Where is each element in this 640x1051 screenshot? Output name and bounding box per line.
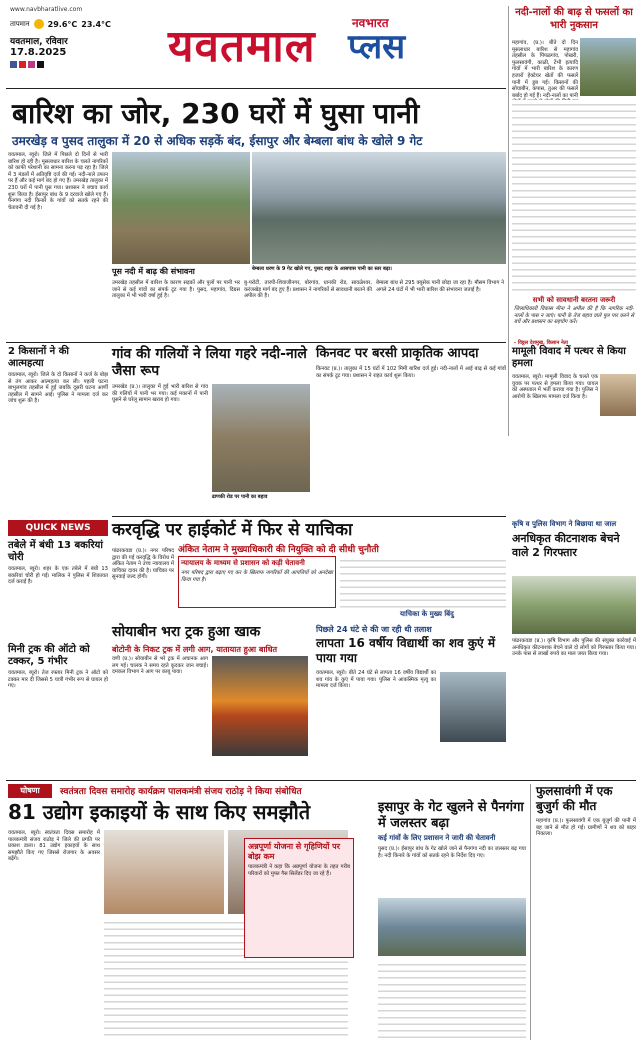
facebook-icon[interactable] xyxy=(10,61,17,68)
lead-photo-caption: पूस नदी में बाढ़ की संभावना xyxy=(112,267,195,276)
twitter-icon[interactable] xyxy=(37,61,44,68)
hc-box xyxy=(178,556,336,608)
goats-theft-headline: तबेले में बंधी 13 बकरियां चोरी xyxy=(8,540,103,563)
lead-headline: बारिश का जोर, 230 घरों में घुसा पानी xyxy=(12,97,420,130)
temp-label: तापमान xyxy=(10,19,30,28)
village-photo xyxy=(212,384,310,492)
social-icons xyxy=(10,61,44,68)
flood-photo xyxy=(112,152,250,264)
lead-body-4: बेम्बला बांध से 295 क्यूसेक पानी छोड़ा जा रहा है। मौसम विभाग ने अगले 24 घंटों में भी भारी बारिश की संभावना जताई है। xyxy=(376,280,504,293)
village-photo-caption: ढाणकी रोड पर पानी का बहाव xyxy=(212,494,268,500)
quote-head: सभी को सावधानी बरतना जरूरी xyxy=(532,296,616,304)
goats-theft-body: यवतमाल, ब्यूरो। शहर के एक तबेले में बंधी 13 बकरियां चोरी हो गईं। मालिक ने पुलिस में शिकायत दर्ज कराई है। xyxy=(8,566,108,586)
truck-fire-subhead: बोटोनी के निकट ट्रक में लगी आग, यातायात हुआ बाधित xyxy=(112,645,278,654)
weather-block xyxy=(10,17,150,31)
pesticide-kicker: कृषि व पुलिस विभाग ने बिछाया था जाल xyxy=(512,520,617,528)
stone-attack-photo xyxy=(600,374,636,416)
masthead-title: यवतमाल xyxy=(168,21,316,72)
lead-body-2: उमरखेड़ तहसील में बारिश के कारण सड़कों और पुलों पर पानी भर जाने से कई गांवों का संपर्क टूट गया है। पुसद, महागांव, दिग्रस तालुका में भी भारी वर्षा हुई है। xyxy=(112,280,240,300)
hc-kicker-2: याचिका के मुख्य बिंदु xyxy=(400,610,454,618)
farm-photo xyxy=(580,38,636,96)
stone-attack-headline: मामूली विवाद में पत्थर से किया हमला xyxy=(512,346,626,369)
student-body: यवतमाल, ब्यूरो। बीते 24 घंटे से लापता 16 वर्षीय विद्यार्थी का शव गांव के कुएं में पाया गया। पुलिस ने आकस्मिक मृत्यु का मामला दर्ज किया। xyxy=(316,670,436,690)
mou-photo-1 xyxy=(104,830,224,914)
isapur-gate-subhead: कई गांवों के लिए प्रशासन ने जारी की चेतावनी xyxy=(378,834,496,842)
pesticide-photo xyxy=(512,576,636,634)
lead-photo-caption-2: बेम्बला धरण के 9 गेट खोले गए, पुसद शहर के आसपास पानी का स्तर बढ़ा। xyxy=(252,266,392,272)
annapurna-box xyxy=(244,838,354,958)
annapurna-headline: अन्नपूर्णा योजना से गृहिणियों पर बोझ कम xyxy=(248,842,340,861)
isapur-gate-headline: इसापुर के गेट खुलने से पैनगंगा में जलस्तर बढ़ा xyxy=(378,800,524,831)
mou-body: यवतमाल, ब्यूरो। स्वतंत्रता दिवस समारोह में पालकमंत्री संजय राठोड़ ने जिले की प्रगति पर प्रकाश डाला। 81 उद्योग इकाइयों के साथ समझौते किए गए जिससे रोजगार के अवसर बढ़ेंगे। xyxy=(8,830,100,863)
brand-top: नवभारत xyxy=(352,16,389,30)
farmer-suicide-headline: 2 किसानों ने की आत्महत्या xyxy=(8,346,69,369)
truck-fire-photo xyxy=(212,656,308,756)
website-url[interactable]: www.navbharatlive.com xyxy=(10,6,83,13)
instagram-icon[interactable] xyxy=(28,61,35,68)
announce-tag: घोषणा xyxy=(8,784,52,798)
quote-body: जिलाधिकारी विकास मीना ने अपील की है कि नागरिक नदी-नालों के पास न जाएं। पानी के तेज बहाव वाले पुल पार करने से बचें और प्रशासन का सहयोग करें। xyxy=(514,306,634,326)
isapur-gate-body: पुसद (प्र.)। ईसापुर बांध के गेट खोले जाने से पैनगंगा नदी का जलस्तर बढ़ गया है। नदी किनारे के गांवों को सतर्क रहने के निर्देश दिए गए। xyxy=(378,846,526,859)
quick-news-label: QUICK NEWS xyxy=(8,520,108,536)
weather-sun-icon xyxy=(34,19,44,29)
stone-attack-body: यवतमाल, ब्यूरो। मामूली विवाद के चलते एक युवक पर पत्थर से हमला किया गया। घायल को अस्पताल में भर्ती कराया गया है। पुलिस ने आरोपी के खिलाफ मामला दर्ज किया है। xyxy=(512,374,598,400)
lead-subhead: उमरखेड़ व पुसद तालुका में 20 से अधिक सड़कें बंद, ईसापुर और बेम्बला बांध के खोले 9 गेट xyxy=(12,134,423,148)
student-headline: लापता 16 वर्षीय विद्यार्थी का शव कुएं में पाया गया xyxy=(316,636,496,665)
isapur-dam-photo xyxy=(378,898,526,956)
farmer-suicide-body: यवतमाल, ब्यूरो। जिले के दो किसानों ने कर्ज के बोझ से तंग आकर आत्महत्या कर ली। पहली घटना बाभुलगांव तहसील में हुई जबकि दूसरी घटना आर्णी तहसील में सामने आई। पुलिस ने मामला दर्ज कर जांच शुरू की है। xyxy=(8,372,108,405)
village-lanes-body: उमरखेड (प्र.)। तालुका में हुई भारी बारिश से गांव की गलियों में पानी भर गया। कई मकानों में पानी घुसने से घरेलू सामान खराब हो गया। xyxy=(112,384,208,404)
lead-body-1: यवतमाल, ब्यूरो। जिले में पिछले दो दिनों से भारी बारिश हो रही है। मूसलाधार बारिश के चलते नागरिकों को काफी परेशानी का सामना करना पड़ रहा है। जिले में 3 मंडलों में अतिवृष्टि दर्ज की गई। नदी-नाले उफान पर हैं और कई मार्ग बंद हो गए हैं। उमरखेड़ तालुका में 230 घरों में पानी घुस गया। प्रशासन ने बचाव कार्य शुरू किया है। ईसापुर बांध के 9 दरवाजे खोले गए हैं। पैनगंगा नदी किनारे के गांवों को सतर्क रहने की चेतावनी दी गई है। xyxy=(8,152,108,211)
brand-bottom: प्लस xyxy=(348,27,406,67)
kinwat-headline: किनवट पर बरसी प्राकृतिक आपदा xyxy=(316,346,479,361)
kinwat-body: किनवट (प्र.)। तालुका में 15 घंटों में 102 मिमी बारिश दर्ज हुई। नदी-नालों में आई बाढ़ से कई गांवों का संपर्क टूट गया। प्रशासन ने राहत कार्य शुरू किया। xyxy=(316,366,506,379)
annapurna-body: पालकमंत्री ने कहा कि अन्नपूर्णा योजना के तहत गरीब परिवारों को मुफ्त गैस सिलेंडर दिए जा रहे हैं। xyxy=(248,864,350,877)
pesticide-headline: अनधिकृत कीटनाशक बेचने वाले 2 गिरफ्तार xyxy=(512,532,620,559)
lead-body-3: बु-परोटी, तारपी-शिवाजीनगर, बोरगांव, धानकी रोड, सावळेश्वर, करंजखेड़ मार्ग बंद हुए हैं। प्रशासन ने नागरिकों से सावधानी बरतने की अपील की है। xyxy=(244,280,372,300)
quote-author: - विठ्ठल देशमुख, किसान नेता xyxy=(514,340,568,346)
dam-photo xyxy=(252,152,506,264)
hc-body: पांढरकवडा (प्र.)। नगर परिषद द्वारा की गई करवृद्धि के विरोध में अंकित नेताम ने उच्च न्यायालय में याचिका दायर की है। याचिका पर सुनवाई जल्द होगी। xyxy=(112,548,174,581)
truck-fire-body: वणी (प्र.)। सोयाबीन से भरे ट्रक में अचानक आग लग गई। चालक ने समय रहते कूदकर जान बचाई। दमकल विभाग ने आग पर काबू पाया। xyxy=(112,656,208,676)
edition-date: 17.8.2025 xyxy=(10,47,67,58)
side-top-body: महागांव, (प्र.)। बीते दो दिन मूसलाधार बारिश से महागांव तहसील के पिंपळगांव, पोखरी, फुलसावंगी, काळी, टेंभी इत्यादि गांवों में भारी बारिश के कारण हजारों हेक्टेयर खेतों की फसलें पानी में डूब गईं। किसानों की सोयाबीन, कपास, तुअर की फसलें बर्बाद हो गई हैं। नदी-नालों का पानी xyxy=(512,40,578,99)
temp-min: 23.4°C xyxy=(81,19,111,29)
elderly-death-body: महागांव (प्र.)। फुलसावंगी में एक बुजुर्ग की पानी में बह जाने से मौत हो गई। ग्रामीणों ने शव को बाहर निकाला। xyxy=(536,818,636,838)
youtube-icon[interactable] xyxy=(19,61,26,68)
city-day: यवतमाल, रविवार xyxy=(10,37,68,47)
hc-headline: करवृद्धि पर हाईकोर्ट में फिर से याचिका xyxy=(112,520,353,540)
hc-box-headline: न्यायालय के माध्यम से प्रशासन को कड़ी चेतावनी xyxy=(181,559,305,567)
isapur-gate-body-2 xyxy=(378,960,526,1040)
truck-auto-body: यवतमाल, ब्यूरो। तेज रफ्तार मिनी ट्रक ने ऑटो को टक्कर मार दी जिससे 5 यात्री गंभीर रूप से घायल हो गए। xyxy=(8,670,108,690)
village-lanes-headline: गांव की गलियों ने लिया गहरे नदी-नाले जैसा रूप xyxy=(112,346,307,379)
student-kicker: पिछले 24 घंटे से की जा रही थी तलाश xyxy=(316,625,432,634)
hc-body-right xyxy=(340,556,506,608)
side-top-body-cont xyxy=(512,100,636,292)
student-photo xyxy=(440,672,506,742)
truck-fire-headline: सोयाबीन भरा ट्रक हुआ खाक xyxy=(112,624,261,640)
pesticide-body: पांढरकवडा (प्र.)। कृषि विभाग और पुलिस की संयुक्त कार्रवाई में अनधिकृत कीटनाशक बेचने वाले दो लोगों को गिरफ्तार किया गया। उनके पास से लाखों रुपये का माल जब्त किया गया। xyxy=(512,638,636,658)
temp-max: 29.6°C xyxy=(47,19,78,29)
mou-headline: 81 उद्योग इकाइयों के साथ किए समझौते xyxy=(8,800,311,824)
hc-kicker: अंकित नेताम ने मुख्याधिकारी की नियुक्ति को दी सीधी चुनौती xyxy=(178,545,379,555)
truck-auto-headline: मिनी ट्रक की ऑटो को टक्कर, 5 गंभीर xyxy=(8,644,90,667)
side-top-headline: नदी-नालों की बाढ़ से फसलों का भारी नुकसान xyxy=(515,7,633,31)
elderly-death-headline: फुलसावंगी में एक बुजुर्ग की मौत xyxy=(536,784,613,813)
announce-text: स्वतंत्रता दिवस समारोह कार्यक्रम पालकमंत्री संजय राठोड़ ने किया संबोधित xyxy=(60,787,302,797)
hc-box-quote: नगर परिषद द्वारा बढ़ाए गए कर के खिलाफ नागरिकों की आपत्तियों को अनदेखा किया गया है। xyxy=(181,570,333,583)
